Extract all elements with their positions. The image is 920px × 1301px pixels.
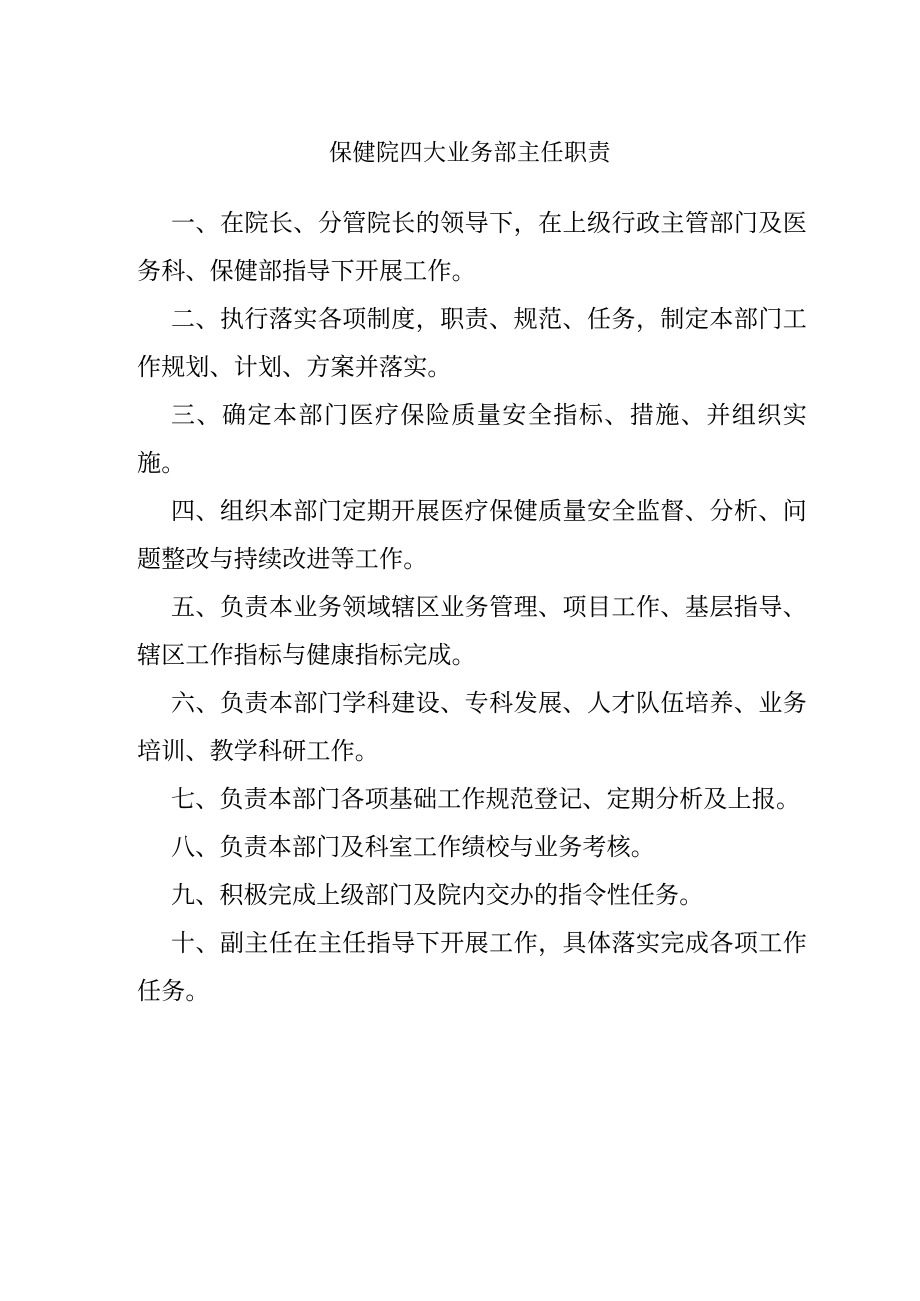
- duty-item-5: 五、负责本业务领域辖区业务管理、项目工作、基层指导、辖区工作指标与健康指标完成。: [137, 593, 807, 669]
- duty-item-6: 六、负责本部门学科建设、专科发展、人才队伍培养、业务培训、教学科研工作。: [137, 689, 807, 765]
- duty-item-10: 十、副主任在主任指导下开展工作，具体落实完成各项工作任务。: [137, 929, 807, 1005]
- duty-item-7: 七、负责本部门各项基础工作规范登记、定期分析及上报。: [171, 785, 801, 813]
- duty-item-9: 九、积极完成上级部门及院内交办的指令性任务。: [171, 881, 704, 909]
- duty-item-3: 三、确定本部门医疗保险质量安全指标、措施、并组织实施。: [137, 401, 807, 477]
- duty-item-1: 一、在院长、分管院长的领导下，在上级行政主管部门及医务科、保健部指导下开展工作。: [137, 209, 807, 285]
- duty-item-2: 二、执行落实各项制度，职责、规范、任务，制定本部门工作规划、计划、方案并落实。: [137, 305, 807, 381]
- duty-item-4: 四、组织本部门定期开展医疗保健质量安全监督、分析、问题整改与持续改进等工作。: [137, 497, 807, 573]
- duty-item-8: 八、负责本部门及科室工作绩校与业务考核。: [171, 833, 655, 861]
- document-title: 保健院四大业务部主任职责: [329, 140, 611, 166]
- document-body: [137, 199, 807, 1015]
